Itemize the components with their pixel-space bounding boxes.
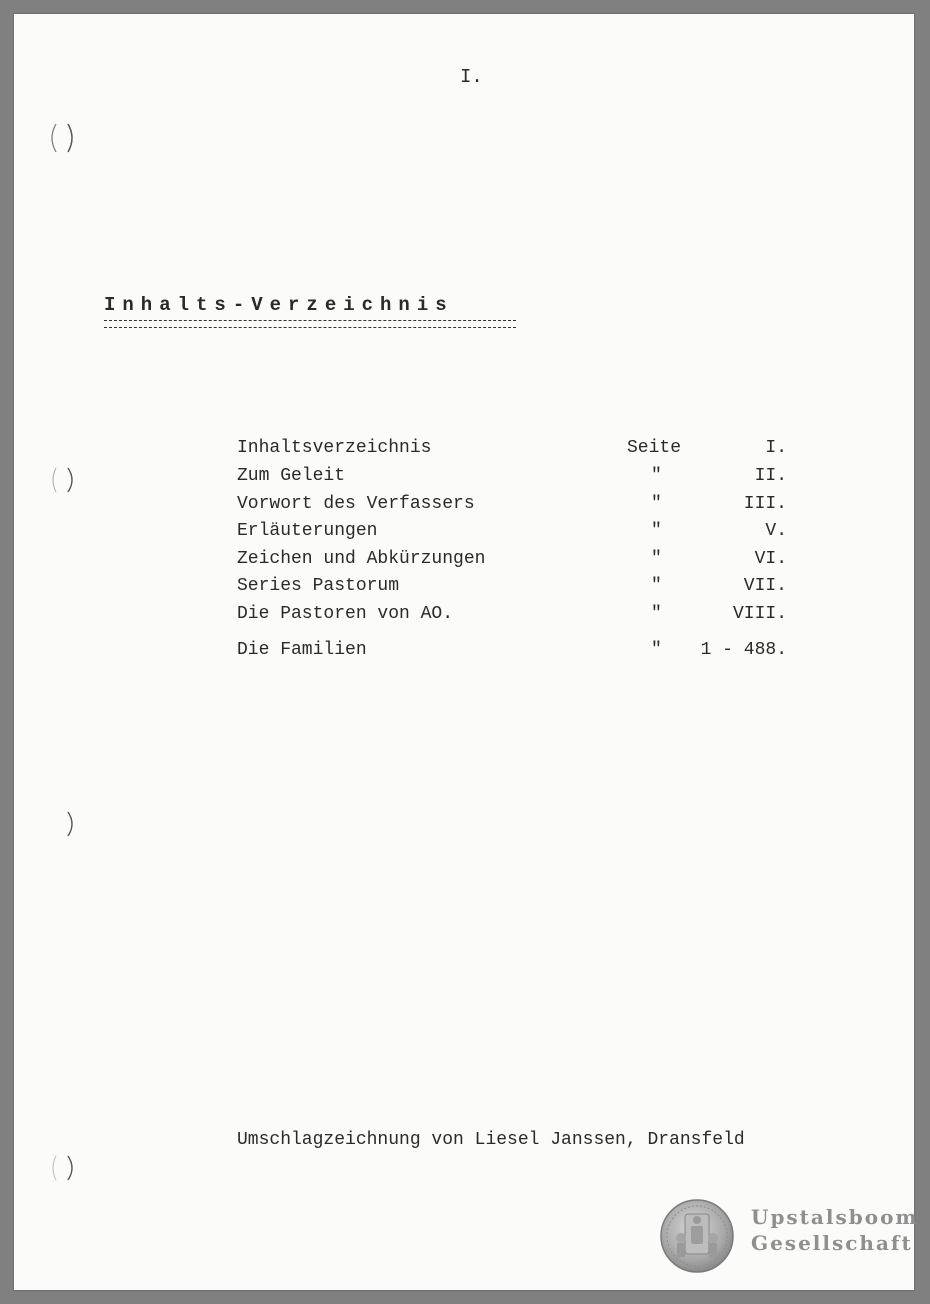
toc-row — [237, 576, 787, 602]
toc-row — [237, 494, 787, 520]
toc-ditto-mark: " — [651, 521, 662, 541]
toc-ditto-mark: " — [651, 549, 662, 569]
cover-illustration-credit: Umschlagzeichnung von Liesel Janssen, Dransfeld — [237, 1130, 745, 1150]
toc-seite-heading: Seite — [627, 438, 682, 458]
page-number: I. — [460, 66, 483, 88]
toc-page: V. — [765, 521, 787, 541]
toc-page: I. — [765, 438, 787, 458]
toc-label: Series Pastorum — [237, 576, 400, 596]
document-page — [14, 14, 919, 1290]
toc-ditto-mark: " — [651, 576, 662, 596]
punch-hole-mark-icon — [46, 1150, 76, 1186]
upstalsboom-logo — [659, 1198, 919, 1274]
toc-page: VII. — [743, 576, 787, 596]
punch-hole-mark-icon — [46, 806, 76, 842]
logo-line-1: Upstalsboom — [751, 1205, 919, 1229]
toc-page: VIII. — [732, 604, 787, 624]
toc-ditto-mark: " — [651, 466, 662, 486]
toc-label: Die Pastoren von AO. — [237, 604, 454, 624]
toc-row — [237, 521, 787, 547]
toc-row — [237, 549, 787, 575]
toc-page: II. — [754, 466, 787, 486]
toc-row — [237, 604, 787, 630]
toc-ditto-mark: " — [651, 494, 662, 514]
toc-row — [237, 438, 787, 464]
toc-page: III. — [743, 494, 787, 514]
toc-ditto-mark: " — [651, 604, 662, 624]
toc-label: Zeichen und Abkürzungen — [237, 549, 486, 569]
logo-line-2: Gesellschaft — [751, 1231, 913, 1255]
seal-icon — [659, 1198, 735, 1274]
toc-label: Erläuterungen — [237, 521, 378, 541]
punch-hole-mark-icon — [46, 462, 76, 498]
toc-label: Inhaltsverzeichnis — [237, 438, 432, 458]
toc-label: Vorwort des Verfassers — [237, 494, 475, 514]
toc-ditto-mark: " — [651, 640, 662, 660]
toc-page: 1 - 488. — [700, 640, 787, 660]
toc-row — [237, 640, 787, 666]
punch-hole-mark-icon — [46, 120, 76, 156]
toc-page: VI. — [754, 549, 787, 569]
toc-label: Zum Geleit — [237, 466, 346, 486]
toc-label: Die Familien — [237, 640, 367, 660]
logo-wordmark — [751, 1204, 919, 1256]
title-double-underline — [104, 320, 516, 328]
page-title: Inhalts-Verzeichnis — [104, 294, 454, 316]
toc-row — [237, 466, 787, 492]
